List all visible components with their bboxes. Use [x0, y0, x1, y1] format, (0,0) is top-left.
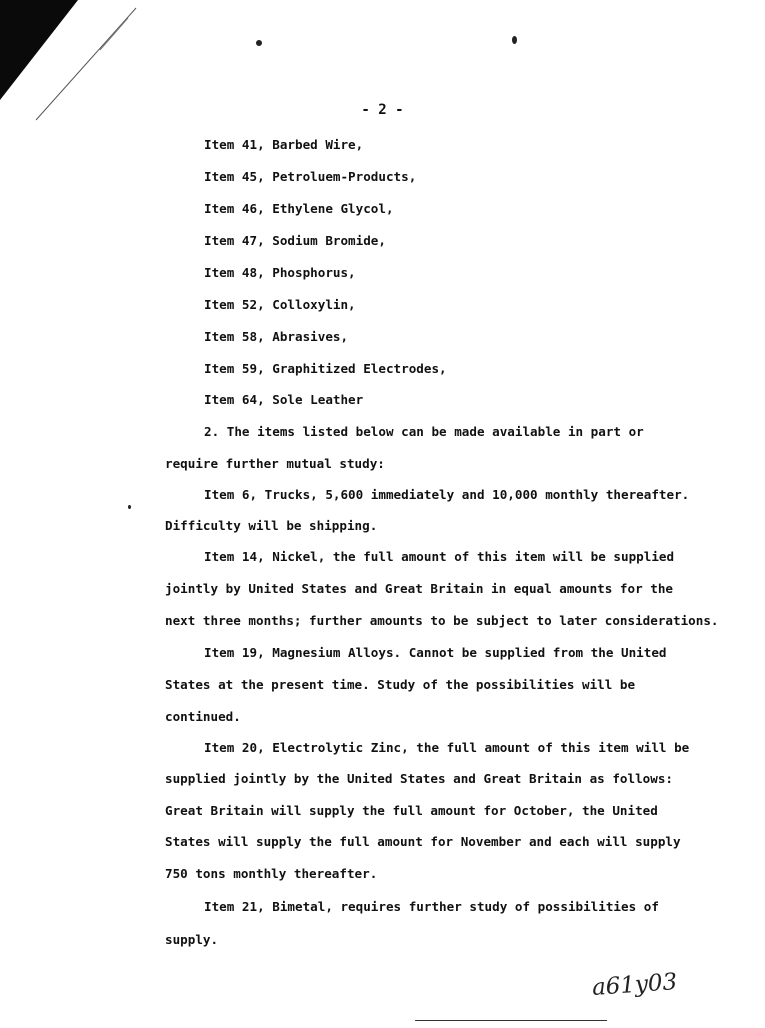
handwritten-note: a61y03	[591, 969, 679, 1001]
scan-speck	[128, 505, 131, 509]
item-line: Item 58, Abrasives,	[204, 329, 349, 344]
item-line: Item 64, Sole Leather	[204, 392, 364, 407]
paragraph-line: Item 14, Nickel, the full amount of this item will be supplied	[204, 549, 675, 564]
scan-speck	[256, 40, 262, 46]
paragraph-line: require further mutual study:	[165, 456, 385, 471]
paragraph-line: States at the present time. Study of the possibilities will be	[165, 677, 636, 692]
paragraph-line: Great Britain will supply the full amount for October, the United	[165, 803, 658, 818]
item-line: Item 52, Colloxylin,	[204, 297, 356, 312]
paragraph-line: supplied jointly by the United States and Great Britain as follows:	[165, 771, 673, 786]
paragraph-line: 2. The items listed below can be made available in part or	[204, 424, 644, 439]
paragraph-line: Item 19, Magnesium Alloys. Cannot be supplied from the United	[204, 645, 667, 660]
paragraph-line: next three months; further amounts to be subject to later considerations.	[165, 613, 719, 628]
paragraph-line: continued.	[165, 709, 241, 724]
item-line: Item 45, Petroluem-Products,	[204, 169, 417, 184]
bottom-rule	[415, 1020, 607, 1021]
paragraph-line: Item 6, Trucks, 5,600 immediately and 10,000 monthly thereafter.	[204, 487, 690, 502]
scan-scratch-marks	[0, 0, 765, 160]
paragraph-line: States will supply the full amount for November and each will supply	[165, 834, 681, 849]
paragraph-line: Item 21, Bimetal, requires further study of possibilities of	[204, 899, 659, 914]
scan-speck	[512, 36, 517, 44]
item-line: Item 41, Barbed Wire,	[204, 137, 364, 152]
item-line: Item 48, Phosphorus,	[204, 265, 356, 280]
paragraph-line: Item 20, Electrolytic Zinc, the full amount of this item will be	[204, 740, 690, 755]
page-number: - 2 -	[361, 102, 404, 118]
paragraph-line: Difficulty will be shipping.	[165, 518, 378, 533]
paragraph-line: 750 tons monthly thereafter.	[165, 866, 378, 881]
paragraph-line: jointly by United States and Great Britain in equal amounts for the	[165, 581, 673, 596]
item-line: Item 59, Graphitized Electrodes,	[204, 361, 447, 376]
item-line: Item 46, Ethylene Glycol,	[204, 201, 394, 216]
paragraph-line: supply.	[165, 932, 219, 947]
item-line: Item 47, Sodium Bromide,	[204, 233, 386, 248]
